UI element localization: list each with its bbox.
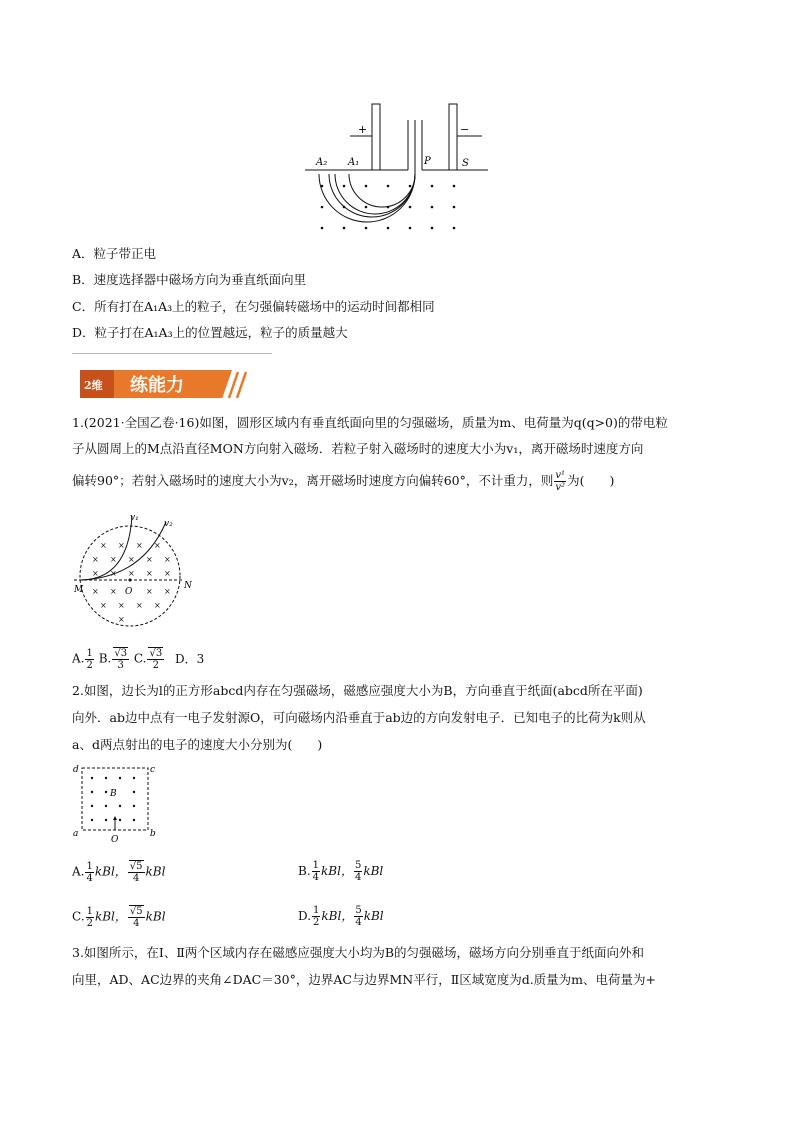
- label-a1: A₁: [348, 157, 360, 168]
- svg-text:×: ×: [146, 569, 153, 578]
- option-a: A．粒子带正电: [72, 246, 157, 261]
- svg-text:×: ×: [92, 587, 99, 596]
- label-v2: v₂: [164, 519, 173, 529]
- option-c: C．所有打在A₁A₃上的粒子，在匀强偏转磁场中的运动时间都相同: [72, 299, 435, 314]
- label-o: O: [125, 587, 133, 597]
- svg-text:×: ×: [146, 587, 153, 596]
- section-title: 练能力: [130, 375, 184, 396]
- square-field-figure: [70, 760, 160, 845]
- option-b: B．速度选择器中磁场方向为垂直纸面向里: [72, 272, 307, 287]
- q2-option-d: D. $\frac{1}{2}$ kBl， $\frac{5}{4}$ kBl: [298, 905, 384, 928]
- svg-text:×: ×: [128, 569, 135, 578]
- svg-text:×: ×: [100, 541, 107, 550]
- svg-text:×: ×: [136, 601, 143, 610]
- svg-text:×: ×: [164, 555, 171, 564]
- q1-options: A. $\frac{1}{2}$ B. $\frac{√3}{3}$ C. $\frac{√3}{2}$ D．3: [72, 647, 205, 671]
- svg-text:×: ×: [164, 569, 171, 578]
- label-a: a: [73, 829, 79, 839]
- svg-text:×: ×: [110, 587, 117, 596]
- label-bfield: B: [110, 789, 117, 799]
- svg-text:×: ×: [118, 615, 125, 624]
- badge-label: 2维: [84, 379, 103, 392]
- svg-text:×: ×: [154, 601, 161, 610]
- label-d: d: [73, 765, 79, 775]
- plus-sign: +: [358, 123, 368, 136]
- q1-line3-text: 偏转90°；若射入磁场时的速度大小为v₂，离开磁场时速度方向偏转60°，不计重力，则: [72, 473, 554, 488]
- q3-line2: 向里，AD、AC边界的夹角∠DAC＝30°，边界AC与边界MN平行，Ⅱ区域宽度为d.质量为m、电荷量为+: [72, 972, 657, 987]
- section-badge: [80, 368, 252, 400]
- label-v1: v₁: [130, 513, 139, 523]
- q3-line1: 3.如图所示，在Ⅰ、Ⅱ两个区域内存在磁感应强度大小均为B的匀强磁场，磁场方向分别垂直于纸面向外和: [72, 945, 645, 960]
- q2-option-c: C. $\frac{1}{2}$ kBl， $\frac{√5}{4}$ kBl: [72, 905, 166, 929]
- circle-field-figure: [70, 508, 200, 628]
- section-divider: [72, 353, 272, 354]
- svg-text:×: ×: [92, 555, 99, 564]
- svg-text:×: ×: [154, 541, 161, 550]
- mass-spectrometer-figure: [300, 100, 490, 240]
- label-s: S: [462, 158, 469, 169]
- option-d: D．粒子打在A₁A₃上的位置越远，粒子的质量越大: [72, 325, 348, 340]
- q2-option-b: B. $\frac{1}{4}$ kBl， $\frac{5}{4}$ kBl: [298, 860, 384, 883]
- q1-line2: 子从圆周上的M点沿直径MON方向射入磁场．若粒子射入磁场时的速度大小为v₁，离开磁场时速度方向: [72, 441, 644, 456]
- svg-text:×: ×: [110, 555, 117, 564]
- svg-text:×: ×: [110, 569, 117, 578]
- label-p: P: [424, 156, 431, 167]
- svg-text:×: ×: [118, 541, 125, 550]
- ratio-fraction: $\frac{\text{v¹}}{\text{v²}}$: [555, 470, 566, 493]
- label-n: N: [184, 581, 192, 591]
- q1-line1: 1.(2021·全国乙卷·16)如图，圆形区域内有垂直纸面向里的匀强磁场，质量为m、电荷量为q(q>0)的带电粒: [72, 415, 668, 430]
- label-a2: A₂: [316, 157, 328, 168]
- q2-line1: 2.如图，边长为l的正方形abcd内存在匀强磁场，磁感应强度大小为B，方向垂直于纸面(abcd所在平面): [72, 683, 643, 698]
- svg-text:×: ×: [92, 569, 99, 578]
- minus-sign: −: [460, 123, 470, 136]
- svg-text:×: ×: [136, 541, 143, 550]
- label-c: c: [150, 765, 156, 775]
- q2-option-a: A. $\frac{1}{4}$ kBl， $\frac{√5}{4}$ kBl: [72, 860, 166, 884]
- svg-text:×: ×: [164, 587, 171, 596]
- q1-line3: [72, 470, 614, 493]
- q2-line2: 向外．ab边中点有一电子发射源O，可向磁场内沿垂直于ab边的方向发射电子．已知电子的比荷为k则从: [72, 710, 646, 725]
- svg-text:×: ×: [100, 601, 107, 610]
- svg-text:×: ×: [118, 601, 125, 610]
- q1-line3-end: 为( ): [567, 473, 615, 488]
- label-o: O: [111, 835, 119, 845]
- svg-text:×: ×: [128, 555, 135, 564]
- label-b: b: [150, 829, 156, 839]
- q2-line3: a、d两点射出的电子的速度大小分别为( ): [72, 737, 323, 752]
- svg-text:×: ×: [146, 555, 153, 564]
- label-m: M: [74, 585, 84, 595]
